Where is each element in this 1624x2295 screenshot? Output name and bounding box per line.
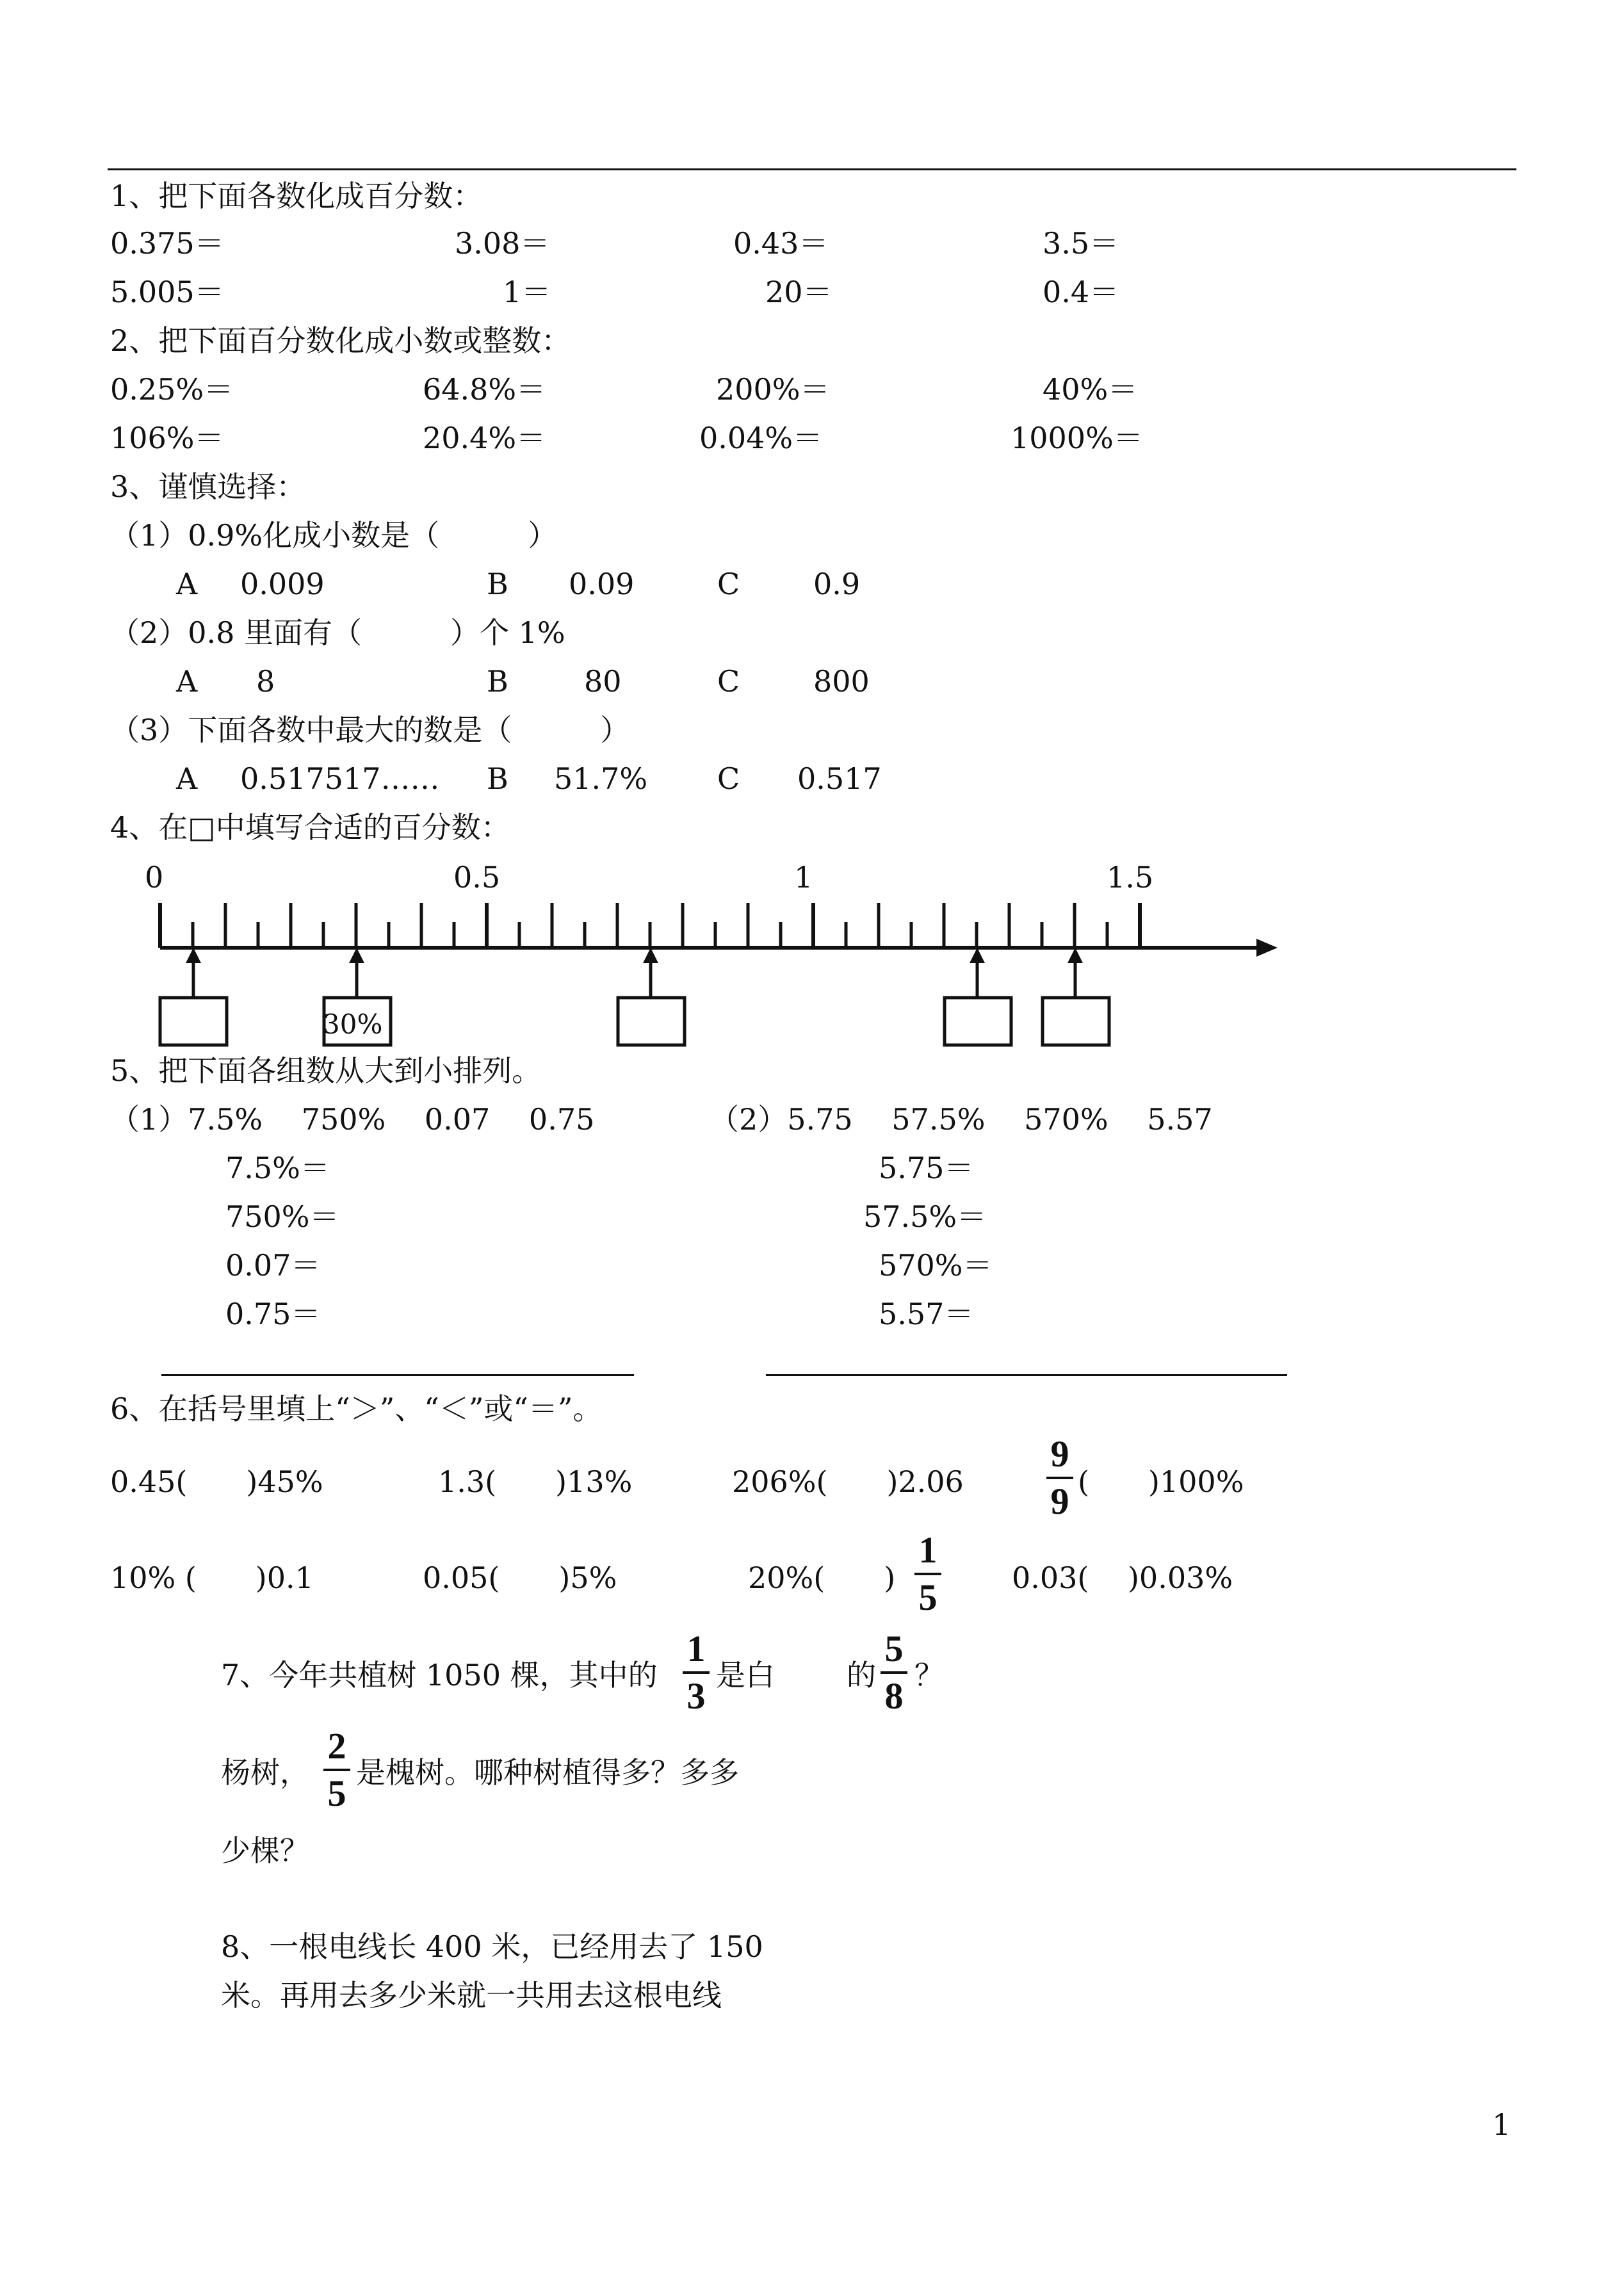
q3-option-letter: A (176, 567, 198, 601)
q3-option-value: 0.09 (569, 567, 635, 601)
q5-group1-head: （1）7.5% 750% 0.07 0.75 (110, 1102, 595, 1137)
pointer-arrow (643, 948, 658, 998)
q3-option-value: 8 (256, 664, 275, 699)
q5-group1-row: 0.75＝ (225, 1297, 321, 1331)
q2-item: 64.8%＝ (423, 372, 546, 407)
q5-group1-row: 750%＝ (225, 1199, 339, 1234)
fraction-denominator: 9 (1050, 1480, 1069, 1522)
answer-box (1043, 998, 1109, 1045)
q3-stem: （3）下面各数中最大的数是（ ） (110, 713, 630, 747)
answer-line (161, 1374, 634, 1376)
fraction-5-8 (881, 1629, 907, 1716)
q7-text: 是白 (716, 1658, 775, 1692)
fraction-denominator: 5 (918, 1577, 938, 1618)
q3-option-letter: A (176, 664, 198, 699)
q3-option-value: 800 (813, 664, 870, 699)
q3-option-value: 0.009 (240, 567, 325, 601)
answer-box (618, 998, 685, 1045)
fraction-9-9 (1046, 1434, 1073, 1521)
q1-item: 0.4＝ (1043, 275, 1119, 309)
fraction-1-3 (683, 1629, 710, 1716)
q6-compare: 10% ( )0.1 (110, 1561, 314, 1595)
q2-item: 1000%＝ (1011, 421, 1143, 455)
number-line-label: 1 (794, 860, 813, 895)
q6-compare: ( )100% (1078, 1464, 1244, 1499)
fraction-bar (323, 1769, 350, 1771)
fraction-numerator: 1 (918, 1529, 938, 1571)
q3-option-letter: C (717, 567, 740, 601)
q3-option-letter: B (487, 567, 508, 601)
q5-group2-head: （2）5.75 57.5% 570% 5.57 (710, 1102, 1213, 1137)
answer-box-value: 30% (323, 1009, 383, 1040)
q7-text: 是槐树。哪种树植得多？多多 (356, 1755, 739, 1790)
q3-option-letter: A (176, 761, 198, 796)
q1-item: 1＝ (503, 275, 551, 309)
q3-title: 3、谨慎选择： (110, 469, 306, 504)
fraction-denominator: 8 (884, 1675, 904, 1717)
q6-compare: 0.05( )5% (423, 1561, 617, 1595)
fraction-bar (1046, 1477, 1073, 1479)
q6-compare: 0.45( )45% (110, 1464, 323, 1499)
q3-option-value: 0.517517…… (240, 761, 440, 796)
q1-item: 0.43＝ (733, 226, 829, 261)
q2-item: 0.04%＝ (699, 421, 823, 455)
q2-item: 20.4%＝ (423, 421, 546, 455)
number-line-label: 0 (145, 860, 164, 895)
number-line-label: 0.5 (453, 860, 501, 895)
q1-item: 3.08＝ (455, 226, 550, 261)
answer-box (160, 998, 227, 1045)
pointer-arrow (970, 948, 985, 998)
answer-line (766, 1374, 1287, 1376)
q2-item: 200%＝ (716, 372, 830, 407)
q7-text: 的 (847, 1658, 876, 1692)
pointer-arrow (349, 948, 364, 998)
answer-box (945, 998, 1011, 1045)
q5-group2-row: 570%＝ (879, 1248, 993, 1283)
q7-text: 7、今年共植树 1050 棵，其中的 (221, 1658, 658, 1692)
top-rule (108, 168, 1516, 170)
q6-compare: 1.3( )13% (438, 1464, 633, 1499)
q2-title: 2、把下面百分数化成小数或整数： (110, 323, 571, 358)
q5-group1-row: 0.07＝ (225, 1248, 321, 1283)
number-line (0, 858, 1624, 1050)
number-line-label: 1.5 (1107, 860, 1154, 895)
q4-title: 4、在□中填写合适的百分数： (110, 810, 510, 845)
q5-group2-row: 57.5%＝ (863, 1199, 987, 1234)
number-line-arrowhead (1256, 939, 1278, 957)
q2-item: 40%＝ (1043, 372, 1138, 407)
q1-item: 3.5＝ (1043, 226, 1119, 261)
number-line-ticks (160, 903, 1140, 948)
q6-compare: 206%( )2.06 (732, 1464, 964, 1499)
q6-compare: 20%( ) (748, 1561, 896, 1595)
q3-option-letter: C (717, 664, 740, 699)
fraction-2-5 (323, 1726, 350, 1813)
fraction-bar (683, 1671, 710, 1674)
q7-text: 少棵？ (221, 1833, 309, 1868)
fraction-bar (881, 1671, 907, 1674)
q2-item: 106%＝ (110, 421, 224, 455)
q7-text: 杨树， (221, 1755, 309, 1790)
q1-item: 0.375＝ (110, 226, 224, 261)
page-number: 1 (1492, 2107, 1511, 2142)
q5-group2-row: 5.75＝ (879, 1151, 974, 1185)
q1-item: 5.005＝ (110, 275, 224, 309)
q5-group2-row: 5.57＝ (879, 1297, 974, 1331)
q6-compare: 0.03( )0.03% (1012, 1561, 1233, 1595)
q3-option-letter: B (487, 761, 508, 796)
fraction-numerator: 1 (686, 1628, 706, 1669)
q1-title: 1、把下面各数化成百分数： (110, 179, 483, 213)
fraction-numerator: 9 (1050, 1433, 1069, 1475)
q6-title: 6、在括号里填上“＞”、“＜”或“＝”。 (110, 1391, 603, 1426)
pointer-arrow (1068, 948, 1083, 998)
fraction-numerator: 5 (884, 1628, 904, 1669)
q3-option-letter: B (487, 664, 508, 699)
q3-option-value: 0.9 (813, 567, 861, 601)
fraction-denominator: 3 (686, 1675, 706, 1717)
fraction-bar (914, 1573, 941, 1575)
q5-title: 5、把下面各组数从大到小排列。 (110, 1053, 542, 1088)
q7-text: ？ (914, 1658, 944, 1692)
q2-item: 0.25%＝ (110, 372, 234, 407)
pointer-arrow (186, 948, 201, 998)
fraction-1-5 (914, 1530, 941, 1618)
q1-item: 20＝ (765, 275, 832, 309)
q5-group1-row: 7.5%＝ (225, 1151, 330, 1185)
q3-option-value: 51.7% (554, 761, 648, 796)
q8-text: 8、一根电线长 400 米，已经用去了 150 (221, 1929, 763, 1964)
fraction-denominator: 5 (327, 1772, 346, 1814)
q3-option-value: 0.517 (797, 761, 882, 796)
q3-option-letter: C (717, 761, 740, 796)
fraction-numerator: 2 (327, 1725, 346, 1767)
q3-stem: （2）0.8 里面有（ ）个 1% (110, 615, 565, 650)
q3-stem: （1）0.9%化成小数是（ ） (110, 518, 558, 553)
q3-option-value: 80 (584, 664, 622, 699)
q8-text: 米。再用去多少米就一共用去这根电线 (221, 1978, 722, 2013)
